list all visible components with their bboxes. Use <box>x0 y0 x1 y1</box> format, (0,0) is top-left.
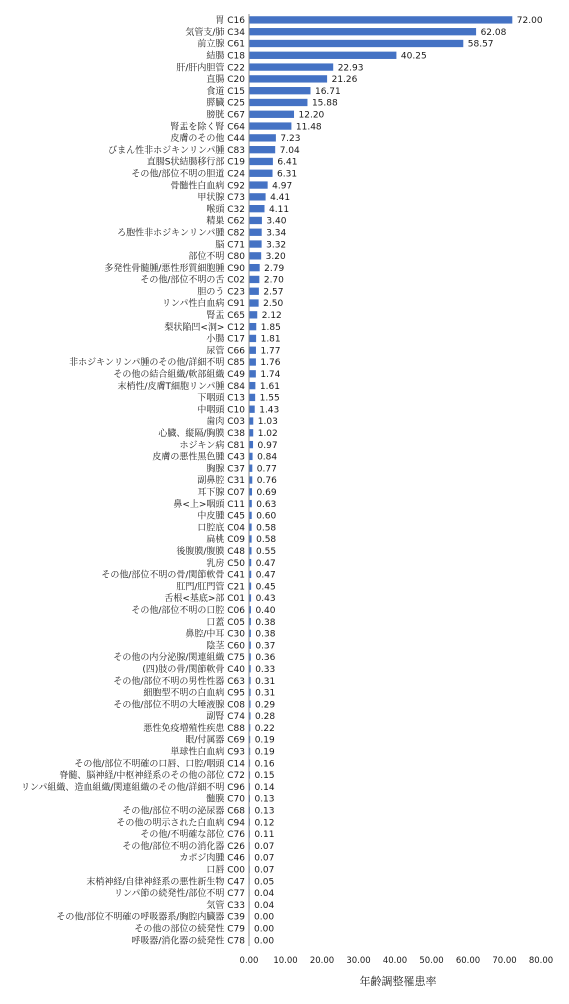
value-label: 4.11 <box>269 205 289 215</box>
category-label: 後腹膜/腹膜 C48 <box>176 545 245 557</box>
value-label: 0.45 <box>256 582 276 592</box>
bar <box>250 465 253 472</box>
bar <box>250 736 251 743</box>
value-label: 1.03 <box>258 417 278 427</box>
category-label: その他/部位不明の骨/関節軟骨 C41 <box>101 569 245 581</box>
category-label: 末梢神経/自律神経系の悪性新生物 C47 <box>86 875 245 887</box>
value-label: 2.57 <box>263 287 283 297</box>
category-label: 眼/付属器 C69 <box>185 734 245 746</box>
category-label: 扁桃 C09 <box>206 533 245 545</box>
bar <box>250 500 252 507</box>
value-label: 0.14 <box>255 783 275 793</box>
value-label: 0.84 <box>257 453 277 463</box>
category-label: 鼻<上>咽頭 C11 <box>173 498 245 510</box>
bar <box>250 771 251 778</box>
category-label: カポジ肉腫 C46 <box>179 852 245 864</box>
value-label: 0.77 <box>257 464 277 474</box>
value-label: 0.00 <box>254 925 274 935</box>
value-label: 0.76 <box>257 476 277 486</box>
bar <box>250 512 252 519</box>
category-label: 口腔底 C04 <box>197 521 245 533</box>
value-label: 40.25 <box>401 51 427 61</box>
category-label: 小腸 C17 <box>206 333 245 345</box>
category-label: 歯肉 C03 <box>206 415 245 427</box>
bar <box>250 441 254 448</box>
bar <box>250 335 257 342</box>
value-label: 0.13 <box>254 795 274 805</box>
bar <box>250 583 252 590</box>
bar <box>250 642 251 649</box>
category-label: その他の結合組織/軟部組織 C49 <box>113 368 245 380</box>
category-label: 悪性免疫増殖性疾患 C88 <box>143 722 245 734</box>
bar <box>250 170 273 177</box>
category-label: 副腎 C74 <box>206 710 245 722</box>
bar <box>250 594 252 601</box>
bar <box>250 134 276 141</box>
bar <box>250 524 252 531</box>
category-label: その他/部位不明確の口唇、口腔/咽頭 C14 <box>74 757 245 769</box>
value-label: 1.02 <box>258 429 278 439</box>
bar <box>250 158 273 165</box>
bar <box>250 370 256 377</box>
category-label: 鼻腔/中耳 C30 <box>185 628 245 640</box>
category-label: 膀胱 C67 <box>206 108 245 120</box>
bar <box>250 665 251 672</box>
bar <box>250 87 311 94</box>
category-label: びまん性非ホジキンリンパ腫 C83 <box>108 144 245 156</box>
value-label: 0.36 <box>255 653 275 663</box>
category-label: 部位不明 C80 <box>188 250 245 262</box>
value-label: 2.70 <box>264 276 284 286</box>
category-label: 細胞型不明の白血病 C95 <box>143 687 245 699</box>
bar <box>250 181 268 188</box>
x-tick-label: 80.00 <box>529 956 553 966</box>
bar <box>250 783 251 790</box>
value-label: 2.79 <box>264 264 284 274</box>
x-tick-label: 20.00 <box>310 956 334 966</box>
bar <box>250 28 477 35</box>
bar <box>250 653 251 660</box>
bar <box>250 358 256 365</box>
value-label: 3.40 <box>266 217 286 227</box>
category-label: リンパ組織、造血組織/関連組織のその他/詳細不明 C96 <box>21 781 245 793</box>
category-label: リンパ性白血病 C91 <box>162 297 245 309</box>
label-layer <box>21 15 553 966</box>
value-label: 0.04 <box>254 889 274 899</box>
bar <box>250 571 252 578</box>
category-label: 髄膜 C70 <box>206 793 245 805</box>
category-label: 胸腺 C37 <box>206 462 245 474</box>
value-label: 15.88 <box>312 99 338 109</box>
value-label: 21.26 <box>332 75 358 85</box>
x-tick-label: 10.00 <box>273 956 297 966</box>
value-label: 7.23 <box>280 134 300 144</box>
value-label: 7.04 <box>280 146 300 156</box>
bar <box>250 606 251 613</box>
category-label: 腎盂を除く腎 C64 <box>170 121 245 132</box>
bar <box>250 347 256 354</box>
x-tick-label: 40.00 <box>383 956 407 966</box>
value-label: 0.29 <box>255 700 275 710</box>
bar <box>250 193 266 200</box>
x-tick-label: 30.00 <box>346 956 370 966</box>
value-label: 4.97 <box>272 181 292 191</box>
bar <box>250 535 252 542</box>
category-label: 乳房 C50 <box>206 557 245 569</box>
category-label: 結腸 C18 <box>206 49 245 61</box>
category-label: 末梢性/皮膚T細胞リンパ腫 C84 <box>118 380 246 392</box>
bar <box>250 229 262 236</box>
bar <box>250 52 397 59</box>
bar <box>250 689 251 696</box>
value-label: 1.85 <box>261 323 281 333</box>
bar <box>250 618 251 625</box>
value-label: 0.47 <box>256 559 276 569</box>
bar <box>250 453 253 460</box>
value-label: 1.55 <box>260 394 280 404</box>
value-label: 6.31 <box>277 169 297 179</box>
bar <box>250 417 254 424</box>
category-label: 脊髄、脳神経/中枢神経系のその他の部位 C72 <box>59 769 245 781</box>
value-label: 0.31 <box>255 689 275 699</box>
category-label: その他/部位不明の大唾液腺 C08 <box>113 698 245 710</box>
category-label: 前立腺 C61 <box>197 38 245 50</box>
bar <box>250 276 260 283</box>
bar <box>250 122 292 129</box>
value-label: 0.19 <box>255 736 275 746</box>
category-label: 単球性白血病 C93 <box>170 746 245 758</box>
bar <box>250 759 251 766</box>
value-label: 0.43 <box>256 594 276 604</box>
value-label: 0.07 <box>254 842 274 852</box>
category-label: 皮膚のその他 C44 <box>170 132 245 144</box>
value-label: 0.47 <box>256 571 276 581</box>
bar <box>250 252 262 259</box>
value-label: 0.12 <box>254 818 274 828</box>
bar <box>250 677 251 684</box>
bar <box>250 488 253 495</box>
value-label: 0.11 <box>254 830 274 840</box>
category-label: 喉頭 C32 <box>206 204 245 215</box>
x-tick-label: 60.00 <box>456 956 480 966</box>
category-label: 中皮腫 C45 <box>197 510 245 522</box>
category-label: 耳下腺 C07 <box>197 486 245 498</box>
value-label: 0.97 <box>258 441 278 451</box>
category-label: その他の内分泌腺/関連組織 C75 <box>113 651 245 663</box>
category-label: 気管支/肺 C34 <box>185 26 245 38</box>
category-label: 尿管 C66 <box>206 344 245 356</box>
bar <box>250 748 251 755</box>
bar <box>250 547 252 554</box>
value-label: 0.07 <box>254 854 274 864</box>
value-label: 1.61 <box>260 382 280 392</box>
value-label: 1.77 <box>260 346 280 356</box>
value-label: 0.37 <box>255 641 275 651</box>
category-label: ホジキン病 C81 <box>179 439 245 451</box>
category-label: ろ胞性非ホジキンリンパ腫 C82 <box>117 226 245 238</box>
category-label: その他/部位不明の口腔 C06 <box>131 604 245 616</box>
value-label: 0.07 <box>254 866 274 876</box>
category-label: その他/部位不明の胆道 C24 <box>131 167 245 179</box>
category-label: 皮膚の悪性黒色腫 C43 <box>152 451 245 463</box>
category-label: 肛門/肛門管 C21 <box>176 580 245 592</box>
bar <box>250 394 256 401</box>
value-label: 12.20 <box>299 110 325 120</box>
category-label: 直腸S状結腸移行部 C19 <box>147 156 246 168</box>
bar <box>250 288 259 295</box>
value-label: 0.04 <box>254 901 274 911</box>
value-label: 0.15 <box>255 771 275 781</box>
category-label: 副鼻腔 C31 <box>197 474 245 486</box>
bar <box>250 16 513 23</box>
value-label: 62.08 <box>481 28 507 38</box>
x-tick-label: 0.00 <box>240 956 259 966</box>
value-label: 1.74 <box>260 370 280 380</box>
category-label: 口蓋 C05 <box>206 616 245 628</box>
value-label: 0.13 <box>254 807 274 817</box>
category-label: 肝/肝内胆管 C22 <box>176 61 245 73</box>
category-label: その他/部位不明確の呼吸器系/胸腔内臓器 C39 <box>56 911 245 923</box>
category-label: 甲状腺 C73 <box>197 191 245 203</box>
value-label: 0.69 <box>257 488 277 498</box>
value-label: 0.22 <box>255 724 275 734</box>
category-label: 梨状陥凹<洞> C12 <box>164 321 245 333</box>
bar <box>250 99 308 106</box>
category-label: 骨髄性白血病 C92 <box>170 179 245 191</box>
value-label: 11.48 <box>296 122 322 132</box>
category-label: 脳 C71 <box>215 239 245 250</box>
value-label: 0.28 <box>255 712 275 722</box>
category-label: 食道 C15 <box>206 85 245 97</box>
category-label: 舌根<基底>部 C01 <box>164 592 245 604</box>
value-label: 0.33 <box>255 665 275 675</box>
category-label: 直腸 C20 <box>206 73 245 85</box>
bar <box>250 429 254 436</box>
value-label: 0.00 <box>254 913 274 923</box>
bar <box>250 40 464 47</box>
value-label: 4.41 <box>270 193 290 203</box>
value-label: 16.71 <box>315 87 341 97</box>
bar <box>250 311 258 318</box>
bar <box>250 476 253 483</box>
value-label: 0.58 <box>256 535 276 545</box>
bar <box>250 264 260 271</box>
category-label: 陰茎 C60 <box>206 639 245 651</box>
bar <box>250 240 262 247</box>
bar <box>250 323 257 330</box>
value-label: 0.31 <box>255 677 275 687</box>
value-label: 0.00 <box>254 936 274 946</box>
bar <box>250 75 328 82</box>
value-label: 1.81 <box>261 335 281 345</box>
value-label: 2.12 <box>262 311 282 321</box>
value-label: 3.34 <box>266 228 286 238</box>
category-label: リンパ節の続発性/部位不明 C77 <box>114 887 245 899</box>
x-tick-label: 70.00 <box>492 956 516 966</box>
category-label: 呼吸器/消化器の続発性 C78 <box>131 934 245 946</box>
category-label: 精巣 C62 <box>206 215 245 227</box>
value-label: 0.60 <box>256 512 276 522</box>
category-label: (四)肢の骨/関節軟骨 C40 <box>142 663 245 675</box>
bar <box>250 299 259 306</box>
bar <box>250 700 251 707</box>
category-label: 気管 C33 <box>206 899 245 911</box>
value-label: 1.43 <box>259 405 279 415</box>
value-label: 0.05 <box>254 877 274 887</box>
category-label: 胃 C16 <box>215 15 245 26</box>
value-label: 1.76 <box>260 358 280 368</box>
category-label: その他の明示された白血病 C94 <box>116 816 245 828</box>
category-label: 腎盂 C65 <box>206 310 245 321</box>
value-label: 0.40 <box>255 606 275 616</box>
category-label: その他/部位不明の舌 C02 <box>140 274 245 286</box>
category-label: 下咽頭 C13 <box>197 393 245 404</box>
category-label: その他の部位の続発性 C79 <box>134 923 245 935</box>
bar <box>250 630 251 637</box>
value-label: 0.19 <box>255 748 275 758</box>
category-label: その他/部位不明の消化器 C26 <box>122 840 245 852</box>
bar <box>250 111 295 118</box>
category-label: 心臓、縦隔/胸膜 C38 <box>158 427 245 439</box>
bar <box>250 146 276 153</box>
value-label: 2.50 <box>263 299 283 309</box>
category-label: その他/部位不明の泌尿器 C68 <box>122 805 245 817</box>
bar <box>250 382 256 389</box>
bar <box>250 712 251 719</box>
category-label: その他/不明確な部位 C76 <box>140 828 245 840</box>
value-label: 3.32 <box>266 240 286 250</box>
value-label: 3.20 <box>266 252 286 262</box>
value-label: 0.38 <box>255 630 275 640</box>
category-label: その他/部位不明の男性性器 C63 <box>113 675 245 687</box>
value-label: 0.58 <box>256 523 276 533</box>
category-label: 膵臓 C25 <box>206 97 245 109</box>
value-label: 0.16 <box>255 759 275 769</box>
category-label: 非ホジキンリンパ腫のその他/詳細不明 C85 <box>69 356 245 368</box>
value-label: 58.57 <box>468 40 494 50</box>
category-label: 口唇 C00 <box>206 865 245 876</box>
value-label: 72.00 <box>517 16 543 26</box>
x-axis-title: 年齢調整罹患率 <box>360 974 437 988</box>
value-label: 0.55 <box>256 547 276 557</box>
value-label: 0.38 <box>255 618 275 628</box>
category-label: 多発性骨髄腫/悪性形質細胞腫 C90 <box>104 262 245 274</box>
bar <box>250 205 265 212</box>
x-tick-label: 50.00 <box>419 956 443 966</box>
value-label: 6.41 <box>277 158 297 168</box>
bar <box>250 217 262 224</box>
bar <box>250 559 252 566</box>
value-label: 22.93 <box>338 63 364 73</box>
bar <box>250 406 255 413</box>
bar <box>250 63 334 70</box>
value-label: 0.63 <box>256 500 276 510</box>
category-label: 中咽頭 C10 <box>197 403 245 415</box>
category-label: 胆のう C23 <box>197 286 245 297</box>
bar <box>250 724 251 731</box>
